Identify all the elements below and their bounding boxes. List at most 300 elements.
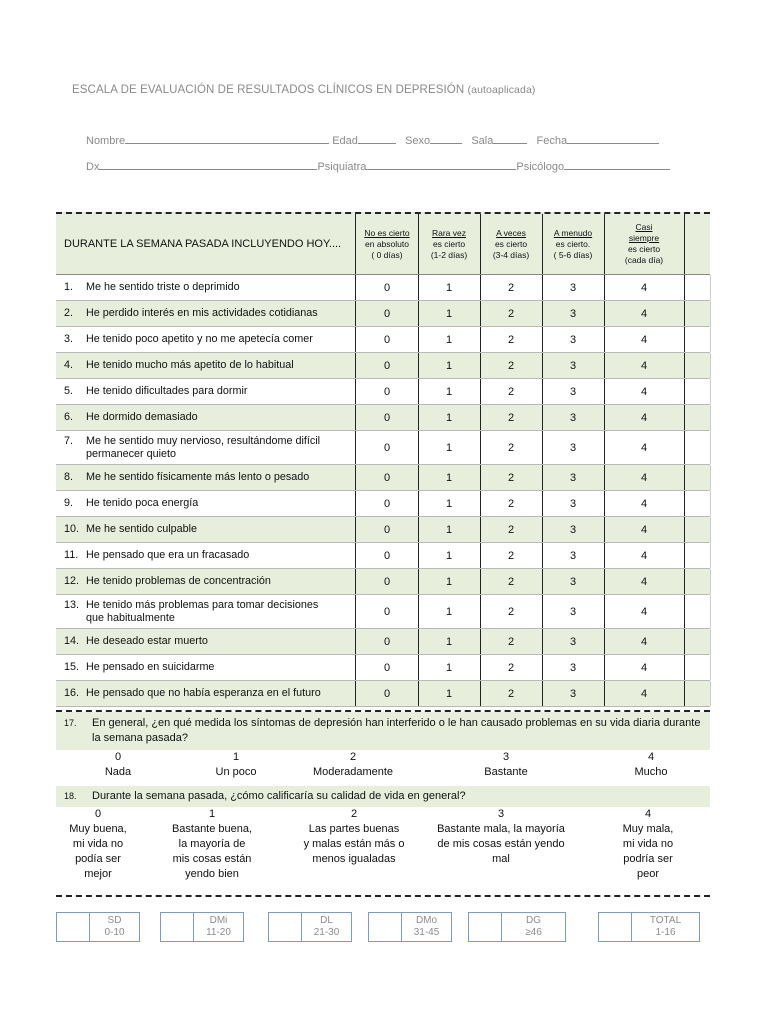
score-option-4[interactable]: 4 [604, 353, 685, 378]
score-box-sd[interactable] [56, 912, 140, 942]
score-option-2[interactable]: 2 [480, 431, 543, 464]
score-option-1[interactable]: 1 [418, 491, 481, 516]
score-option-0[interactable]: 0 [356, 465, 419, 490]
score-option-1[interactable]: 1 [418, 517, 481, 542]
table-header-label-cell [56, 214, 356, 274]
item-label-line: He pensado que era un fracasado [86, 549, 250, 561]
table-row [56, 681, 710, 707]
score-option-2[interactable]: 2 [480, 405, 543, 430]
q17-option-3[interactable] [466, 750, 546, 780]
item-text [64, 599, 318, 625]
psiquiatra-label: Psiquiatra [317, 161, 367, 173]
score-option-2[interactable]: 2 [480, 655, 543, 680]
table-row [56, 379, 710, 405]
score-option-2[interactable]: 2 [480, 465, 543, 490]
item-number: 2. [64, 307, 74, 319]
score-option-0[interactable]: 0 [356, 379, 419, 404]
item-text-cell [56, 353, 356, 378]
form-title-subtitle: (autoaplicada) [467, 84, 536, 96]
score-option-2[interactable]: 2 [480, 629, 543, 654]
score-option-3[interactable]: 3 [542, 517, 605, 542]
item-number: 6. [64, 411, 74, 423]
score-option-4[interactable]: 4 [604, 655, 685, 680]
question-17 [56, 710, 710, 784]
question-17-prompt [56, 712, 710, 750]
score-option-2[interactable]: 2 [480, 379, 543, 404]
q18-option-1-line: Bastante buena, [171, 823, 253, 835]
item-label [86, 549, 249, 562]
column-header-3-title: A menudo [553, 227, 593, 238]
score-option-0[interactable]: 0 [356, 629, 419, 654]
item-label [86, 471, 309, 484]
column-header-4-desc: es cierto [627, 244, 661, 254]
q17-option-2-score: 2 [349, 751, 357, 763]
item-text [64, 359, 294, 372]
item-number: 3. [64, 333, 74, 345]
score-option-3[interactable]: 3 [542, 301, 605, 326]
score-box-range: 31-45 [413, 927, 440, 938]
score-option-1[interactable]: 1 [418, 543, 481, 568]
score-option-4[interactable]: 4 [604, 465, 685, 490]
q18-option-2[interactable] [292, 807, 416, 867]
table-row [56, 353, 710, 379]
item-text [64, 471, 309, 484]
score-option-1[interactable]: 1 [418, 327, 481, 352]
score-box-dg-input[interactable] [468, 912, 502, 942]
column-header-0-desc: en absoluto [365, 238, 409, 249]
row-spacer [684, 517, 711, 542]
column-header-4 [604, 214, 685, 274]
score-option-4[interactable]: 4 [604, 275, 685, 300]
score-option-4[interactable]: 4 [604, 629, 685, 654]
q18-option-0-line: mi vida no [72, 838, 124, 850]
score-option-3[interactable]: 3 [542, 353, 605, 378]
nombre-label: Nombre [86, 135, 126, 147]
item-label [86, 635, 208, 648]
dx-label: Dx [86, 161, 100, 173]
score-option-2[interactable]: 2 [480, 569, 543, 594]
column-header-spacer [684, 214, 710, 274]
item-label [86, 599, 318, 625]
column-header-1-days: (1-2 días) [430, 249, 468, 260]
score-box-dmo[interactable] [368, 912, 452, 942]
score-box-code: DG [526, 915, 541, 926]
item-label [86, 307, 318, 320]
nombre-field[interactable] [125, 133, 329, 144]
score-option-3[interactable]: 3 [542, 405, 605, 430]
score-option-2[interactable]: 2 [480, 353, 543, 378]
q18-option-4-line: podría ser [623, 853, 673, 865]
question-18-number: 18. [64, 791, 77, 801]
q18-option-3[interactable] [426, 807, 576, 867]
score-box-range: ≥46 [525, 927, 542, 938]
row-spacer [684, 405, 711, 430]
column-header-2-desc: es cierto [494, 238, 528, 249]
q17-option-0-label: Nada [104, 766, 132, 778]
score-option-4[interactable]: 4 [604, 681, 685, 706]
edad-field[interactable] [358, 133, 396, 144]
score-box-range: 21-30 [313, 927, 340, 938]
row-spacer [684, 275, 711, 300]
row-spacer [684, 431, 711, 464]
item-label-line: He tenido poca energía [86, 497, 199, 509]
row-spacer [684, 595, 711, 628]
score-option-1[interactable]: 1 [418, 379, 481, 404]
table-row [56, 517, 710, 543]
q18-option-3-line: mal [492, 853, 510, 865]
item-number: 15. [64, 661, 80, 673]
q17-option-3-label: Bastante [484, 766, 528, 778]
column-header-0 [356, 214, 419, 274]
row-spacer [684, 327, 711, 352]
item-label-line: Me he sentido culpable [86, 523, 198, 535]
table-header-row [56, 212, 710, 275]
score-option-1[interactable]: 1 [418, 275, 481, 300]
item-number: 16. [64, 687, 80, 699]
item-number: 8. [64, 471, 74, 483]
question-17-scale [56, 750, 710, 784]
score-option-2[interactable]: 2 [480, 491, 543, 516]
q18-option-4-line: peor [636, 868, 660, 880]
score-box-dmo-label [402, 912, 452, 942]
score-box-code: DMi [209, 915, 228, 926]
q18-option-1-line: mis cosas están [172, 853, 252, 865]
score-option-0[interactable]: 0 [356, 517, 419, 542]
score-option-1[interactable]: 1 [418, 681, 481, 706]
item-label [86, 497, 198, 510]
score-option-4[interactable]: 4 [604, 569, 685, 594]
item-number: 12. [64, 575, 80, 587]
item-text-cell [56, 629, 356, 654]
table-row [56, 491, 710, 517]
score-option-1[interactable]: 1 [418, 655, 481, 680]
question-17-text: En general, ¿en qué medida los síntomas de depresión han interferido o le han causado problemas en su vida diaria durante la semana pasada? [92, 717, 701, 744]
score-option-0[interactable]: 0 [356, 353, 419, 378]
score-box-sd-label [90, 912, 140, 942]
q18-option-2-score: 2 [350, 808, 358, 820]
score-option-1[interactable]: 1 [418, 629, 481, 654]
column-header-3 [542, 214, 605, 274]
column-header-2-days: (3-4 días) [492, 249, 530, 260]
score-box-code: SD [107, 915, 122, 926]
item-text [64, 687, 321, 700]
item-label [86, 687, 321, 700]
item-text-cell [56, 681, 356, 706]
score-box-dmi[interactable] [160, 912, 244, 942]
table-body [56, 275, 710, 707]
item-number: 7. [64, 434, 74, 447]
score-box-range: 0-10 [104, 927, 125, 938]
item-text [64, 307, 318, 320]
item-number: 9. [64, 497, 74, 509]
item-text-cell [56, 431, 356, 464]
q18-option-1-score: 1 [208, 808, 216, 820]
q18-option-4-score: 4 [644, 808, 652, 820]
score-box-total[interactable] [598, 912, 700, 942]
table-row [56, 569, 710, 595]
score-option-2[interactable]: 2 [480, 681, 543, 706]
score-option-2[interactable]: 2 [480, 327, 543, 352]
table-row [56, 595, 710, 629]
item-number: 13. [64, 598, 80, 611]
item-text-cell [56, 275, 356, 300]
q17-option-1-label: Un poco [215, 766, 257, 778]
score-option-0[interactable]: 0 [356, 327, 419, 352]
score-option-3[interactable]: 3 [542, 465, 605, 490]
column-header-4-title: Casi [635, 222, 653, 232]
q18-option-1-line: yendo bien [185, 868, 239, 880]
score-box-dmo-input[interactable] [368, 912, 402, 942]
question-18-scale [56, 807, 710, 897]
q17-option-4-label: Mucho [634, 766, 668, 778]
score-option-3[interactable]: 3 [542, 431, 605, 464]
score-option-3[interactable]: 3 [542, 275, 605, 300]
q18-option-2-line: y malas están más o [303, 838, 405, 850]
item-label-line: He pensado en suicidarme [86, 661, 215, 673]
edad-label: Edad [332, 135, 358, 147]
question-18-prompt [56, 786, 710, 807]
column-header-1 [418, 214, 481, 274]
row-spacer [684, 491, 711, 516]
sala-field[interactable] [493, 133, 527, 144]
psicologo-field[interactable] [564, 159, 670, 170]
item-label [86, 575, 271, 588]
q17-option-0[interactable] [88, 750, 148, 780]
q17-option-1[interactable] [196, 750, 276, 780]
score-box-dl-input[interactable] [268, 912, 302, 942]
item-text-cell [56, 327, 356, 352]
score-option-1[interactable]: 1 [418, 353, 481, 378]
score-box-sd-input[interactable] [56, 912, 90, 942]
score-option-0[interactable]: 0 [356, 405, 419, 430]
form-title-main: ESCALA DE EVALUACIÓN DE RESULTADOS CLÍNICOS EN DEPRESIÓN [72, 84, 465, 96]
score-option-4[interactable]: 4 [604, 543, 685, 568]
table-header-label: DURANTE LA SEMANA PASADA INCLUYENDO HOY.... [64, 238, 342, 250]
item-label-line: Me he sentido físicamente más lento o pesado [86, 471, 310, 483]
q17-option-0-score: 0 [114, 751, 122, 763]
score-option-4[interactable]: 4 [604, 491, 685, 516]
row-spacer [684, 301, 711, 326]
score-option-0[interactable]: 0 [356, 275, 419, 300]
q17-option-2-label: Moderadamente [312, 766, 394, 778]
q18-option-0-line: Muy buena, [69, 823, 127, 835]
q18-option-3-score: 3 [497, 808, 505, 820]
column-header-1-title: Rara vez [431, 227, 466, 238]
score-option-3[interactable]: 3 [542, 569, 605, 594]
score-option-3[interactable]: 3 [542, 543, 605, 568]
item-text [64, 661, 214, 674]
score-option-1[interactable]: 1 [418, 301, 481, 326]
item-text [64, 635, 208, 648]
item-text [64, 333, 313, 346]
item-text [64, 435, 320, 461]
fecha-label: Fecha [536, 135, 568, 147]
item-text-cell [56, 543, 356, 568]
item-number: 1. [64, 281, 74, 293]
item-text-cell [56, 301, 356, 326]
item-label-line: He dormido demasiado [86, 411, 198, 423]
fecha-field[interactable] [567, 133, 659, 144]
score-option-1[interactable]: 1 [418, 595, 481, 628]
sexo-field[interactable] [430, 133, 462, 144]
item-label [86, 435, 320, 461]
header-row-2 [86, 159, 670, 173]
form-title [72, 84, 535, 96]
score-box-dl[interactable] [268, 912, 352, 942]
item-text [64, 281, 240, 294]
q18-option-4-line: Muy mala, [622, 823, 674, 835]
sexo-label: Sexo [405, 135, 431, 147]
q18-option-3-line: Bastante mala, la mayoría [437, 823, 565, 835]
table-row [56, 327, 710, 353]
item-number: 11. [64, 549, 79, 561]
score-box-total-label [632, 912, 700, 942]
item-label [86, 385, 247, 398]
q18-option-0-score: 0 [94, 808, 102, 820]
item-label [86, 523, 197, 536]
score-option-0[interactable]: 0 [356, 491, 419, 516]
score-box-dmi-input[interactable] [160, 912, 194, 942]
score-option-4[interactable]: 4 [604, 517, 685, 542]
item-label-line: He tenido dificultades para dormir [86, 385, 248, 397]
column-header-2-title: A veces [496, 227, 526, 238]
score-option-2[interactable]: 2 [480, 301, 543, 326]
score-option-1[interactable]: 1 [418, 465, 481, 490]
score-box-code: TOTAL [649, 915, 682, 926]
item-text [64, 523, 197, 536]
table-row [56, 465, 710, 491]
q18-option-0-line: mejor [84, 868, 112, 880]
q18-option-2-line: Las partes buenas [308, 823, 400, 835]
item-text-cell [56, 517, 356, 542]
score-box-total-input[interactable] [598, 912, 632, 942]
score-option-3[interactable]: 3 [542, 629, 605, 654]
psicologo-label: Psicólogo [516, 161, 565, 173]
item-label [86, 281, 240, 294]
question-18 [56, 786, 710, 897]
score-option-1[interactable]: 1 [418, 569, 481, 594]
row-spacer [684, 569, 711, 594]
row-spacer [684, 681, 711, 706]
item-text-cell [56, 655, 356, 680]
score-option-4[interactable]: 4 [604, 327, 685, 352]
q18-option-1[interactable] [160, 807, 264, 882]
item-text [64, 385, 247, 398]
score-option-3[interactable]: 3 [542, 595, 605, 628]
item-label [86, 411, 198, 424]
table-row [56, 431, 710, 465]
row-spacer [684, 543, 711, 568]
score-box-dg[interactable] [468, 912, 566, 942]
question-17-number: 17. [64, 718, 77, 728]
item-label-line: He pensado que no había esperanza en el futuro [86, 687, 321, 699]
score-option-2[interactable]: 2 [480, 517, 543, 542]
item-label-line: Me he sentido muy nervioso, resultándome difícil [86, 434, 321, 447]
column-header-4-days: (cada día) [624, 255, 664, 265]
score-box-dmi-label [194, 912, 244, 942]
score-box-dg-label [502, 912, 566, 942]
score-option-0[interactable]: 0 [356, 543, 419, 568]
score-box-code: DL [320, 915, 333, 926]
score-option-3[interactable]: 3 [542, 491, 605, 516]
q18-option-2-line: menos igualadas [312, 853, 396, 865]
score-option-3[interactable]: 3 [542, 681, 605, 706]
psiquiatra-field[interactable] [366, 159, 516, 170]
score-option-4[interactable]: 4 [604, 431, 685, 464]
column-header-1-desc: es cierto [432, 238, 466, 249]
q18-option-4-line: mi vida no [622, 838, 674, 850]
score-option-3[interactable]: 3 [542, 379, 605, 404]
item-label-line: He tenido más problemas para tomar decisiones [86, 598, 319, 611]
score-option-4[interactable]: 4 [604, 379, 685, 404]
sala-label: Sala [471, 135, 494, 147]
q17-option-4-score: 4 [647, 751, 655, 763]
score-option-1[interactable]: 1 [418, 405, 481, 430]
row-spacer [684, 655, 711, 680]
score-option-3[interactable]: 3 [542, 655, 605, 680]
item-label-line: He tenido mucho más apetito de lo habitual [86, 359, 294, 371]
item-label [86, 333, 313, 346]
header-row-1 [86, 133, 659, 147]
item-number: 5. [64, 385, 74, 397]
row-spacer [684, 465, 711, 490]
q18-option-0-line: podía ser [75, 853, 121, 865]
score-option-0[interactable]: 0 [356, 681, 419, 706]
table-row [56, 301, 710, 327]
item-number: 10. [64, 523, 80, 535]
score-option-2[interactable]: 2 [480, 275, 543, 300]
score-box-range: 11-20 [206, 927, 231, 938]
row-spacer [684, 629, 711, 654]
q17-option-2[interactable] [296, 750, 410, 780]
item-label-line: He tenido problemas de concentración [86, 575, 271, 587]
item-text-cell [56, 595, 356, 628]
q18-option-0[interactable] [58, 807, 138, 882]
dx-field[interactable] [99, 159, 317, 170]
score-option-0[interactable]: 0 [356, 655, 419, 680]
column-header-0-title: No es cierto [364, 227, 410, 238]
score-option-4[interactable]: 4 [604, 301, 685, 326]
item-number: 14. [64, 635, 80, 647]
score-option-4[interactable]: 4 [604, 595, 685, 628]
item-text-cell [56, 379, 356, 404]
symptom-table [56, 212, 710, 707]
item-text-cell [56, 465, 356, 490]
score-option-0[interactable]: 0 [356, 431, 419, 464]
score-option-0[interactable]: 0 [356, 569, 419, 594]
table-row [56, 543, 710, 569]
score-option-3[interactable]: 3 [542, 327, 605, 352]
score-option-0[interactable]: 0 [356, 595, 419, 628]
item-label-line: permanecer quieto [86, 447, 177, 460]
score-option-0[interactable]: 0 [356, 301, 419, 326]
column-header-2 [480, 214, 543, 274]
score-option-2[interactable]: 2 [480, 595, 543, 628]
item-label-line: Me he sentido triste o deprimido [86, 281, 240, 293]
score-option-4[interactable]: 4 [604, 405, 685, 430]
q17-option-1-score: 1 [232, 751, 240, 763]
score-box-dl-label [302, 912, 352, 942]
score-box-code: DMo [415, 915, 438, 926]
score-option-1[interactable]: 1 [418, 431, 481, 464]
q17-option-4[interactable] [616, 750, 686, 780]
q18-option-4[interactable] [608, 807, 688, 882]
score-option-2[interactable]: 2 [480, 543, 543, 568]
item-label [86, 661, 214, 674]
column-header-3-desc: es cierto. [555, 238, 591, 249]
item-text [64, 497, 198, 510]
table-row [56, 275, 710, 301]
